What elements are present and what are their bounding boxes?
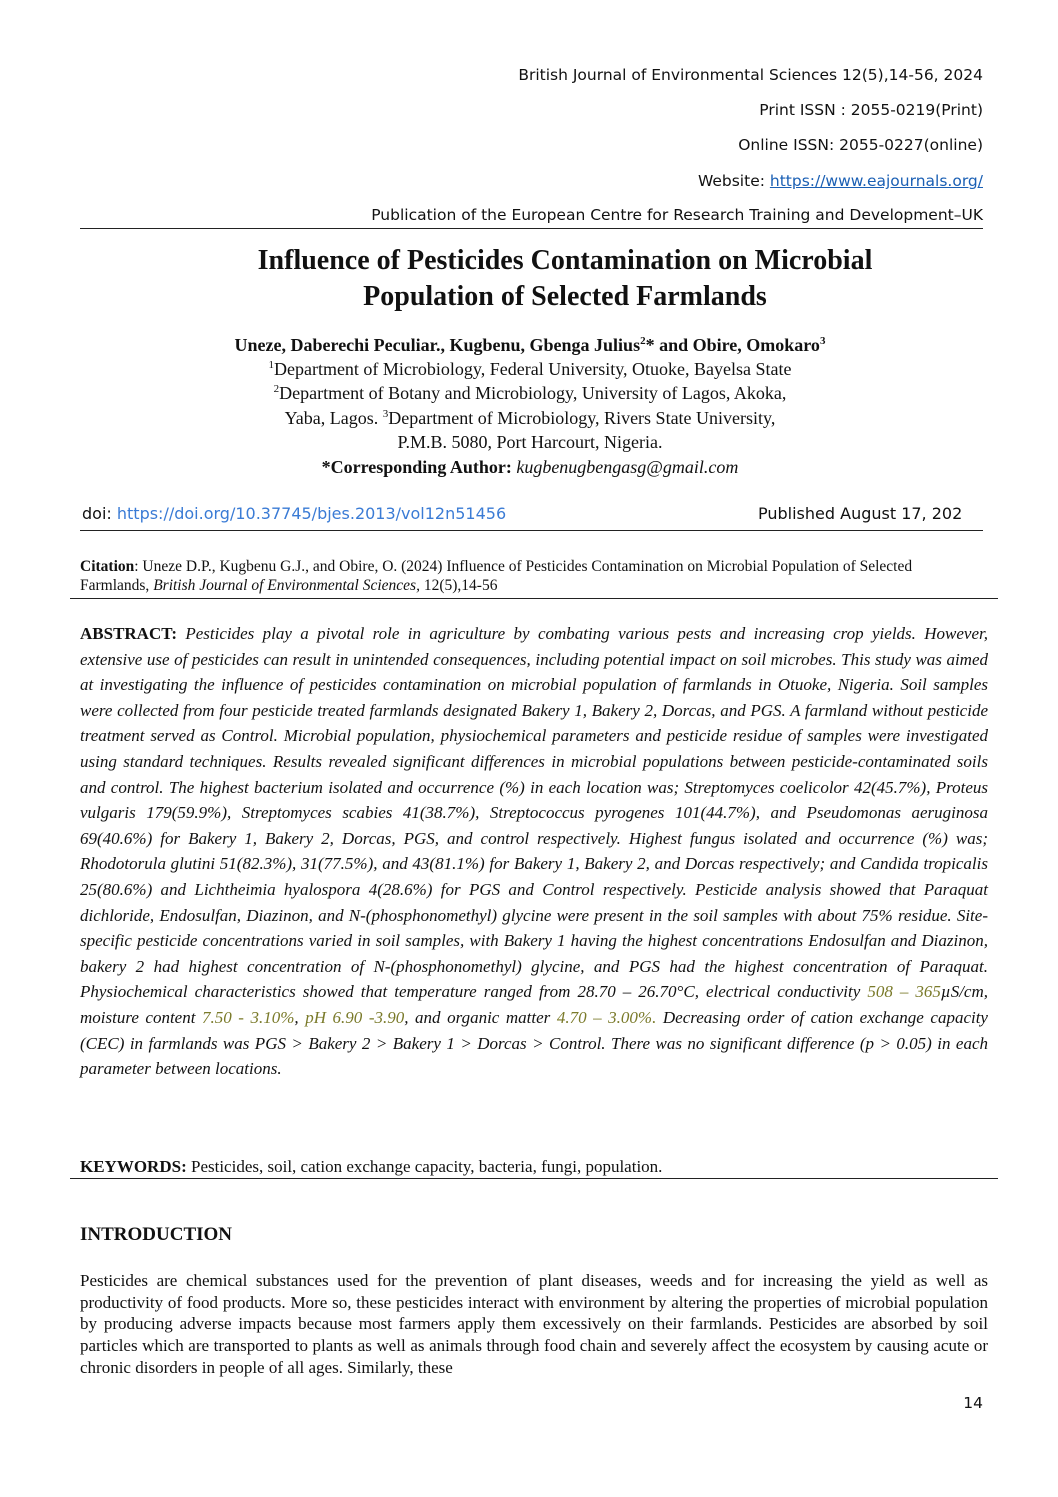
abstract-text-1: Pesticides play a pivotal role in agriculture by combating various pests and increasing crop yields. However, extensive use of pesticides can result in unintended consequences, including potential impact on soil microbes. This study was aimed at investigating the influence of pesticides contamination on microbial population of farmlands in Otuoke, Nigeria. Soil samples were collected from four pesticide treated farmlands designated Bakery 1, Bakery 2, Dorcas, and PGS. A farmland without pesticide treatment served as Control. Microbial population, physiochemical parameters and pesticide residue of samples were investigated using standard techniques. Results revealed significant differences in microbial populations between pesticide-contaminated soils and control. The highest bacterium isolated and occurrence (%) in each location was; Streptomyces coelicolor 42(45.7%), Proteus vulgaris 179(59.9%), Streptomyces scabies 41(38.7%), Streptococcus pyrogenes 101(44.7%), and Pseudomonas aeruginosa 69(40.6%) for Bakery 1, Bakery 2, Dorcas, PGS, and control respectively. Highest fungus isolated and occurrence (%) was; Rhodotorula glutini 51(82.3%), 31(77.5%), and 43(81.1%) for Bakery 1, Bakery 2, and Dorcas respectively; and Candida tropicalis 25(80.6%) and Lichtheimia hyalospora 4(28.6%) for PGS and Control respectively. Pesticide analysis showed that Paraquat dichloride, Endosulfan, Diazinon, and N-(phosphonomethyl) glycine were present in the soil samples with about 75% residue. Site-specific pesticide concentrations varied in soil samples, with Bakery 1 having the highest concentrations Endosulfan and Diazinon, bakery 2 had highest concentration of N-(phosphonomethyl) glycine, and PGS had the highest concentration of Paraquat. Physiochemical characteristics showed that temperature ranged from 28.70 – 26.70°C, electrical conductivity bbox=[80, 624, 988, 1002]
citation-divider bbox=[70, 598, 998, 599]
title-line-1: Influence of Pesticides Contamination on Microbial bbox=[257, 245, 873, 276]
website-line bbox=[698, 172, 983, 190]
keywords-label: KEYWORDS: bbox=[80, 1157, 187, 1176]
affiliation-sup-1: 1 bbox=[268, 359, 274, 371]
author-sup-2: 2 bbox=[640, 335, 646, 347]
author-sup-3: 3 bbox=[819, 335, 826, 347]
affiliation-sup-2: 2 bbox=[273, 383, 280, 395]
published-date: Published August 17, 202 bbox=[758, 504, 963, 523]
website-link[interactable]: https://www.eajournals.org/ bbox=[769, 172, 983, 190]
online-issn: Online ISSN: 2055-0227(online) bbox=[738, 136, 983, 154]
abstract-text-2: µS/cm, moisture content bbox=[80, 982, 988, 1027]
affiliation-2-text: Department of Botany and Microbiology, University of Lagos, Akoka, bbox=[279, 383, 787, 403]
print-issn: Print ISSN : 2055-0219(Print) bbox=[759, 101, 983, 119]
abstract-moisture-value: 7.50 - 3.10% bbox=[202, 1007, 295, 1027]
doi-link[interactable]: https://doi.org/10.37745/bjes.2013/vol12n51456 bbox=[116, 504, 507, 523]
keywords-text: Pesticides, soil, cation exchange capacity, bacteria, fungi, population. bbox=[186, 1157, 663, 1176]
abstract-text-4: , and organic matter bbox=[404, 1007, 557, 1027]
affiliation-1 bbox=[0, 357, 1058, 381]
affiliation-4: P.M.B. 5080, Port Harcourt, Nigeria. bbox=[397, 432, 663, 452]
publisher-line: Publication of the European Centre for Research Training and Development–UK bbox=[371, 206, 983, 224]
citation-journal: British Journal of Environmental Sciences, bbox=[153, 577, 420, 594]
abstract-block bbox=[80, 621, 988, 1082]
author-names-2: * and Obire, Omokaro bbox=[645, 335, 820, 355]
author-names-1: Uneze, Daberechi Peculiar., Kugbenu, Gbenga Julius bbox=[234, 335, 641, 355]
title-line-2: Population of Selected Farmlands bbox=[363, 281, 767, 312]
affiliation-sup-3: 3 bbox=[382, 408, 389, 420]
doi-divider bbox=[80, 530, 983, 531]
author-list bbox=[0, 333, 1058, 357]
introduction-heading: INTRODUCTION bbox=[80, 1224, 233, 1245]
journal-citation-header: British Journal of Environmental Sciences 12(5),14-56, 2024 bbox=[518, 66, 983, 84]
citation-block bbox=[80, 557, 980, 595]
abstract-om-value: 4.70 – 3.00%. bbox=[556, 1007, 657, 1027]
keywords-line bbox=[80, 1156, 980, 1178]
website-label: Website: bbox=[697, 172, 770, 190]
corresponding-author bbox=[0, 455, 1058, 479]
citation-text: : Uneze D.P., Kugbenu G.J., and Obire, O. (2024) Influence of Pesticides Contamination on Microbial Population of Selected Farmlands, bbox=[80, 558, 913, 594]
affiliation-3-text-b: Department of Microbiology, Rivers State University, bbox=[388, 408, 776, 428]
affiliation-2 bbox=[0, 381, 1058, 405]
doi-label: doi: bbox=[82, 504, 117, 523]
affiliation-3 bbox=[0, 406, 1058, 430]
affiliation-3-text-a: Yaba, Lagos. bbox=[284, 408, 383, 428]
page-number: 14 bbox=[963, 1394, 983, 1412]
keywords-divider bbox=[70, 1178, 998, 1179]
abstract-ph-value: pH 6.90 -3.90 bbox=[305, 1007, 405, 1027]
corresponding-email[interactable]: kugbenugbengasg@gmail.com bbox=[516, 457, 739, 477]
abstract-text-3: , bbox=[294, 1007, 306, 1027]
affiliation-1-text: Department of Microbiology, Federal University, Otuoke, Bayelsa State bbox=[273, 359, 792, 379]
abstract-ec-value: 508 – 365 bbox=[867, 982, 941, 1002]
corresponding-label: *Corresponding Author: bbox=[321, 457, 517, 477]
abstract-label: ABSTRACT: bbox=[80, 624, 186, 643]
doi-line bbox=[82, 504, 506, 523]
introduction-text: Pesticides are chemical substances used for the prevention of plant diseases, weeds and for increasing the yield as well as productivity of food products. More so, these pesticides interact with environment by altering the properties of microbial population by producing adverse impacts because most farmers apply them excessively on their farmlands. Pesticides are absorbed by soil particles which are transported to plants as well as animals through food chain and severely affect the ecosystem by causing acute or chronic disorders in people of all ages. Similarly, these bbox=[80, 1271, 988, 1377]
abstract-text-5: Decreasing order of cation exchange capacity (CEC) in farmlands was PGS > Bakery 2 > Bakery 1 > Dorcas > Control. There was no significant difference (p > 0.05) in each parameter between locations. bbox=[80, 1007, 988, 1079]
citation-volume: 12(5),14-56 bbox=[419, 577, 498, 594]
citation-label: Citation bbox=[80, 558, 135, 575]
header-divider bbox=[80, 228, 983, 229]
paper-title bbox=[0, 243, 1058, 315]
